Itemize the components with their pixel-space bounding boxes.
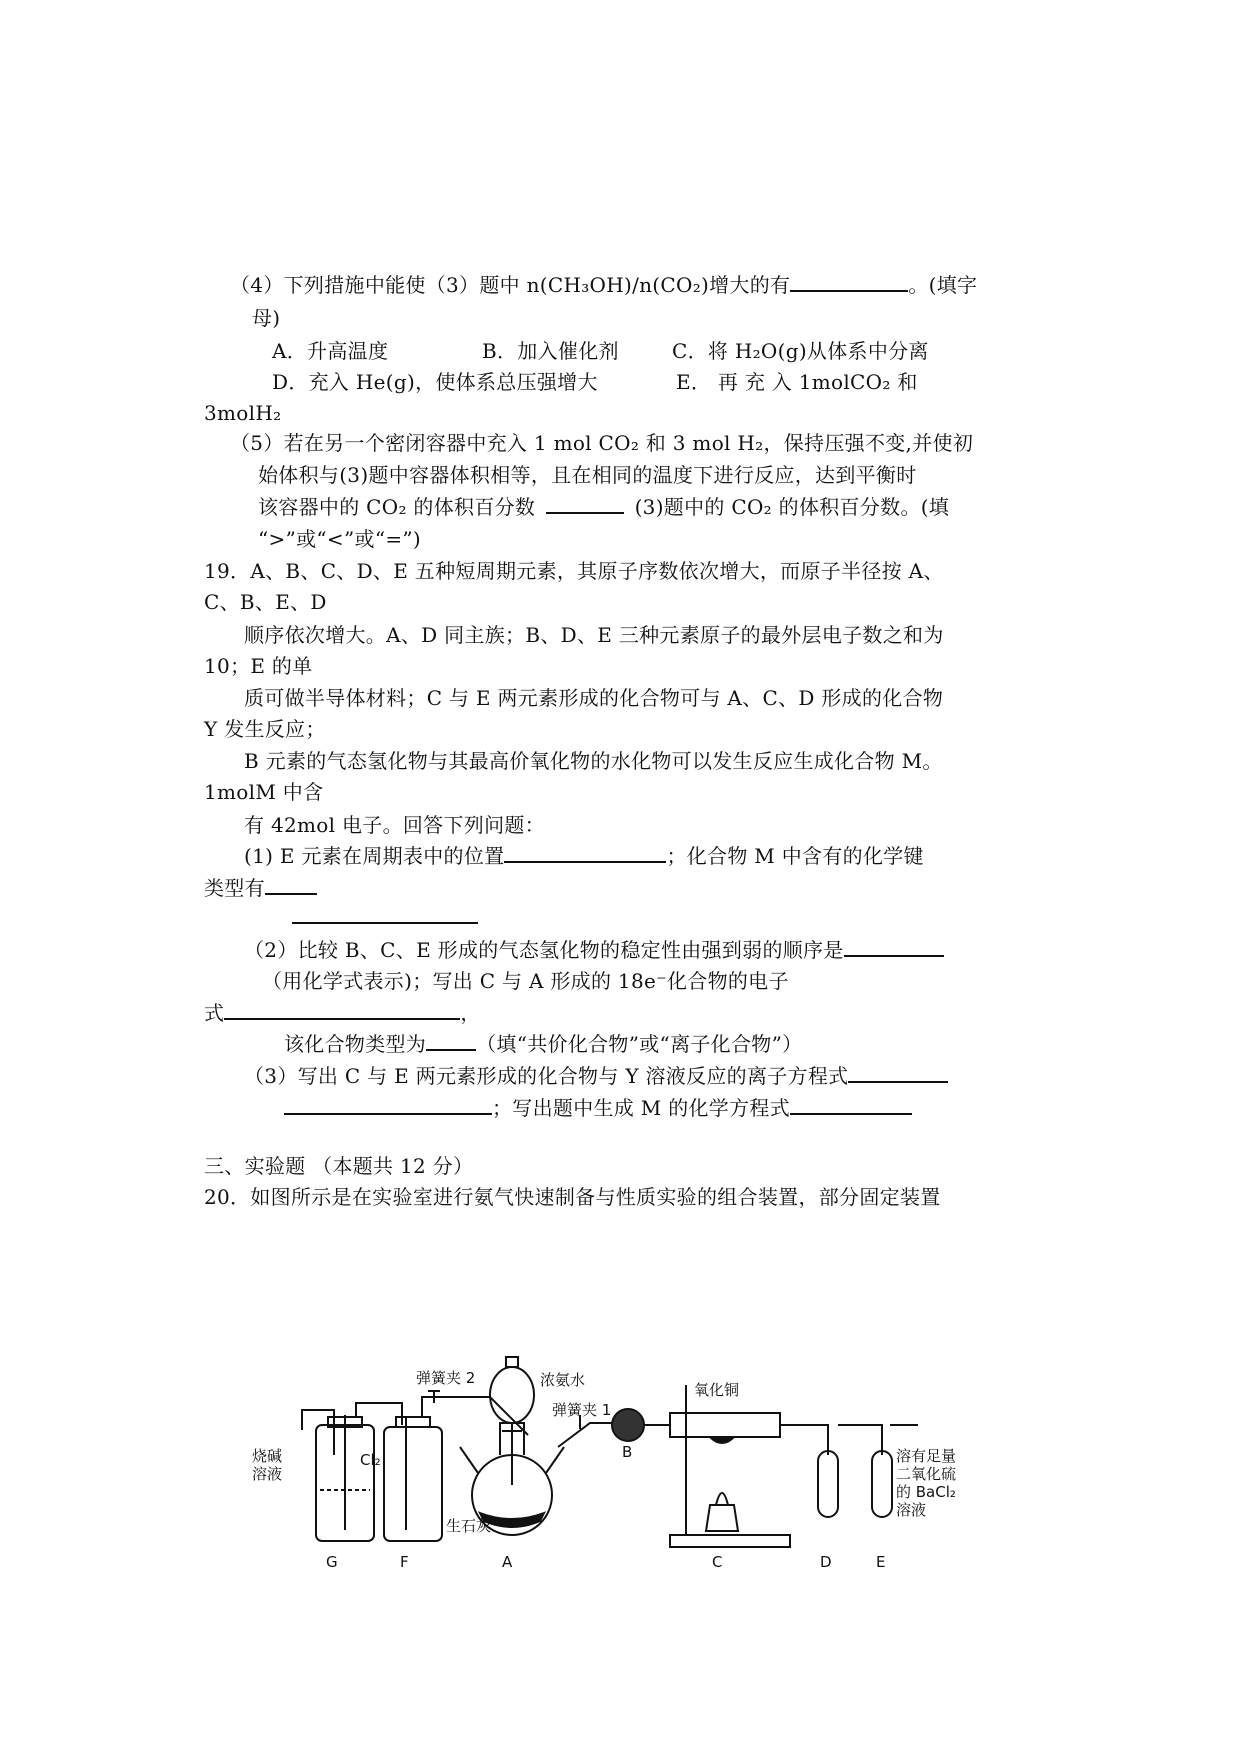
apparatus-figure bbox=[252, 1355, 990, 1595]
tube-c-d bbox=[780, 1425, 828, 1455]
q19-part1-text-b: ；化合物 M 中含有的化学键 bbox=[666, 844, 924, 868]
answer-blank-q19-1a[interactable] bbox=[504, 843, 666, 863]
q19-line2: C、B、E、D bbox=[204, 590, 327, 614]
bottle-f bbox=[384, 1427, 442, 1541]
answer-blank-q19-3c[interactable] bbox=[790, 1095, 912, 1115]
label-clip-1: 弹簧夹 1 bbox=[552, 1401, 612, 1419]
label-naoh-1: 烧碱 bbox=[252, 1447, 283, 1465]
q19-part3-text-b: ；写出题中生成 M 的化学方程式 bbox=[492, 1096, 790, 1120]
stand-base bbox=[670, 1535, 790, 1547]
q19-part2-line4 bbox=[284, 1031, 802, 1057]
q19-part3-line1 bbox=[244, 1063, 948, 1089]
letter-a: A bbox=[502, 1553, 513, 1571]
q19-line3: 顺序依次增大。A、D 同主族；B、D、E 三种元素原子的最外层电子数之和为 bbox=[244, 623, 944, 647]
answer-blank-q19-2a[interactable] bbox=[844, 937, 944, 957]
answer-line-q19-1c[interactable] bbox=[292, 922, 478, 924]
label-lime: 生石灰 bbox=[446, 1517, 492, 1535]
option-e-cont: 3molH₂ bbox=[204, 401, 282, 425]
q18-5-line1: （5）若在另一个密闭容器中充入 1 mol CO₂ 和 3 mol H₂，保持压强不变,并使初 bbox=[230, 431, 974, 455]
drying-tube-b bbox=[612, 1409, 644, 1441]
label-clip-2: 弹簧夹 2 bbox=[416, 1369, 476, 1387]
q18-5-line3b: (3)题中的 CO₂ 的体积百分数。(填 bbox=[634, 495, 950, 519]
answer-blank-q19-1b[interactable] bbox=[265, 875, 317, 895]
burner bbox=[706, 1505, 738, 1531]
q18-4-tail: 。(填字 bbox=[908, 273, 978, 297]
section-title: 三、实验题 （本题共 12 分） bbox=[204, 1154, 474, 1178]
q19-part1-text-c: 类型有 bbox=[204, 876, 265, 900]
q19-line5: 质可做半导体材料；C 与 E 两元素形成的化合物可与 A、C、D 形成的化合物 bbox=[244, 686, 944, 710]
q19-part2-line1 bbox=[244, 937, 944, 963]
q20-stem: 20．如图所示是在实验室进行氨气快速制备与性质实验的组合装置，部分固定装置 bbox=[204, 1185, 941, 1209]
label-solution-1: 溶有足量 bbox=[896, 1447, 957, 1465]
q19-part2-text-a: （2）比较 B、C、E 形成的气态氢化物的稳定性由强到弱的顺序是 bbox=[244, 938, 844, 962]
q19-part2-text-d: ， bbox=[460, 1001, 481, 1025]
answer-blank-q19-2b[interactable] bbox=[224, 1000, 460, 1020]
q19-part2-line2: （用化学式表示)；写出 C 与 A 形成的 18e⁻化合物的电子 bbox=[262, 969, 789, 993]
option-c: C．将 H₂O(g)从体系中分离 bbox=[672, 339, 929, 363]
letter-d: D bbox=[820, 1553, 832, 1571]
q18-5-line2: 始体积与(3)题中容器体积相等，且在相同的温度下进行反应，达到平衡时 bbox=[258, 463, 917, 487]
q19-line9: 有 42mol 电子。回答下列问题： bbox=[244, 813, 545, 837]
q19-part2-line3 bbox=[204, 1000, 481, 1026]
q19-line4: 10；E 的单 bbox=[204, 654, 313, 678]
q18-5-line3a: 该容器中的 CO₂ 的体积百分数 bbox=[258, 495, 536, 519]
option-a: A．升高温度 bbox=[272, 339, 389, 363]
funnel bbox=[490, 1367, 534, 1423]
answer-blank-q19-3b[interactable] bbox=[284, 1095, 492, 1115]
letter-c: C bbox=[712, 1553, 723, 1571]
q18-4-line1 bbox=[230, 272, 977, 298]
answer-blank-q19-2c[interactable] bbox=[426, 1031, 476, 1051]
q19-line1: 19．A、B、C、D、E 五种短周期元素，其原子序数依次增大，而原子半径按 A、 bbox=[204, 559, 944, 583]
q19-part3-text-a: （3）写出 C 与 E 两元素形成的化合物与 Y 溶液反应的离子方程式 bbox=[244, 1064, 849, 1088]
q18-4-stem: （4）下列措施中能使（3）题中 n(CH₃OH)/n(CO₂)增大的有 bbox=[230, 273, 791, 297]
tube-a-b bbox=[558, 1423, 620, 1447]
test-tube-e bbox=[872, 1451, 892, 1517]
q19-part3-line2 bbox=[284, 1095, 912, 1121]
q18-5-line3 bbox=[258, 494, 949, 520]
test-tube-d bbox=[818, 1451, 838, 1517]
tube-d-e bbox=[838, 1425, 882, 1455]
q18-4-line2: 母) bbox=[252, 306, 281, 330]
option-e: E． 再 充 入 1molCO₂ 和 bbox=[676, 370, 918, 394]
q19-part2-text-f: （填“共价化合物”或“离子化合物”） bbox=[476, 1032, 803, 1056]
q19-part2-text-e: 该化合物类型为 bbox=[284, 1032, 427, 1056]
letter-e: E bbox=[876, 1553, 886, 1571]
answer-blank-q18-5[interactable] bbox=[546, 494, 624, 514]
label-solution-4: 溶液 bbox=[896, 1501, 927, 1519]
label-naoh-2: 溶液 bbox=[252, 1465, 283, 1483]
option-d: D．充入 He(g)，使体系总压强增大 bbox=[272, 370, 598, 394]
q18-5-line4: “>”或“<”或“=”) bbox=[258, 527, 422, 551]
answer-blank-q18-4[interactable] bbox=[790, 272, 908, 292]
label-ammonia: 浓氨水 bbox=[540, 1371, 586, 1389]
q19-part1-text-a: (1) E 元素在周期表中的位置 bbox=[244, 844, 505, 868]
answer-blank-q19-3a[interactable] bbox=[848, 1063, 948, 1083]
q19-line7: B 元素的气态氢化物与其最高价氧化物的水化物可以发生反应生成化合物 M。 bbox=[244, 749, 943, 773]
q19-part1-line1 bbox=[244, 843, 924, 869]
label-cuo: 氧化铜 bbox=[694, 1381, 740, 1399]
q19-line6: Y 发生反应； bbox=[204, 717, 326, 741]
option-b: B．加入催化剂 bbox=[482, 339, 619, 363]
q19-line8: 1molM 中含 bbox=[204, 780, 324, 804]
q19-part2-text-c: 式 bbox=[204, 1001, 225, 1025]
letter-g: G bbox=[326, 1553, 338, 1571]
label-solution-3: 的 BaCl₂ bbox=[896, 1483, 956, 1501]
letter-f: F bbox=[400, 1553, 409, 1571]
q19-part1-line2 bbox=[204, 875, 317, 901]
letter-b: B bbox=[622, 1443, 633, 1461]
label-cl2: Cl₂ bbox=[360, 1451, 381, 1469]
label-solution-2: 二氧化硫 bbox=[896, 1465, 957, 1483]
